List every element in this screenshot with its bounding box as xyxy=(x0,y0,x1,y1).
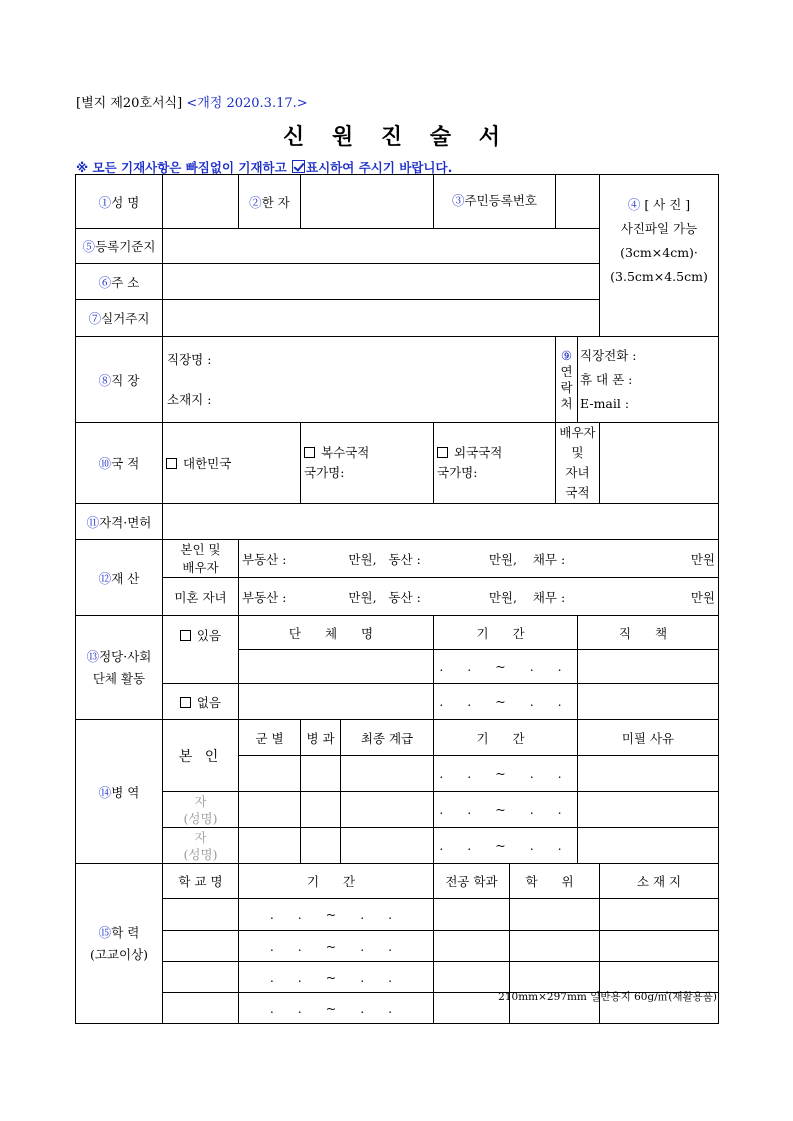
address-field[interactable] xyxy=(163,264,600,300)
party-col-org: 단 체 명 xyxy=(239,616,434,650)
mil-branch-cell[interactable] xyxy=(239,828,301,864)
contact-label: ⑨ 연 락 처 xyxy=(556,337,578,423)
rrn-label: ③주민등록번호 xyxy=(434,175,556,229)
party-period-cell[interactable]: . . ~ . . xyxy=(434,684,578,720)
edu-major-cell[interactable] xyxy=(434,899,510,931)
party-role-cell[interactable] xyxy=(578,650,719,684)
dual-option[interactable]: 복수국적 국가명: xyxy=(301,423,434,504)
license-label: ⑪자격·면허 xyxy=(76,504,163,540)
military-son-label: 자 (성명) xyxy=(163,828,239,864)
mil-period-cell[interactable]: . . ~ . . xyxy=(434,792,578,828)
checkbox-icon[interactable] xyxy=(166,458,177,469)
hanja-label: ②한 자 xyxy=(239,175,301,229)
checkbox-icon[interactable] xyxy=(437,447,448,458)
party-org-cell[interactable] xyxy=(239,684,434,720)
hanja-field[interactable] xyxy=(301,175,434,229)
korea-option[interactable]: 대한민국 xyxy=(163,423,301,504)
mil-rank-cell[interactable] xyxy=(341,828,434,864)
checkbox-icon[interactable] xyxy=(180,697,191,708)
notice-prefix: ※ 모든 기재사항은 빠짐없이 기재하고 xyxy=(76,160,287,175)
email-label: E-mail : xyxy=(580,395,630,411)
party-yes-option[interactable]: 있음 xyxy=(163,616,239,684)
checkbox-icon[interactable] xyxy=(304,447,315,458)
name-field[interactable] xyxy=(163,175,239,229)
edu-col-degree: 학 위 xyxy=(510,864,600,899)
edu-col-period: 기 간 xyxy=(239,864,434,899)
workplace-field[interactable] xyxy=(163,337,556,423)
edu-period-cell[interactable]: . . ~ . . xyxy=(239,899,434,931)
work-phone-label: 직장전화 : xyxy=(580,347,637,363)
mil-type-cell[interactable] xyxy=(301,828,341,864)
company-location-label: 소재지 : xyxy=(167,391,212,407)
paper-spec-footer: 210mm×297mm 일반용지 60g/㎡(재활용품) xyxy=(498,991,717,1003)
reg-addr-field[interactable] xyxy=(163,229,600,264)
spouse-nationality-field[interactable] xyxy=(600,423,719,504)
checkbox-checked-icon xyxy=(292,160,305,173)
self-spouse-label: 본인 및 배우자 xyxy=(163,540,239,578)
foreign-option[interactable]: 외국국적 국가명: xyxy=(434,423,556,504)
form-header xyxy=(76,92,308,111)
workplace-label: ⑧직 장 xyxy=(76,337,163,423)
mil-type-cell[interactable] xyxy=(301,792,341,828)
edu-col-major: 전공 학과 xyxy=(434,864,510,899)
party-no-option[interactable]: 없음 xyxy=(163,684,239,720)
photo-box[interactable]: ④ [ 사 진 ] 사진파일 가능 (3cm×4cm)· (3.5cm×4.5cm) xyxy=(600,175,719,337)
mil-branch-cell[interactable] xyxy=(239,756,301,792)
company-name-label: 직장명 : xyxy=(167,351,212,367)
education-label: ⑮학 력 (고교이상) xyxy=(76,864,163,1024)
party-label: ⑬정당·사회 단체 활동 xyxy=(76,616,163,720)
mobile-label: 휴 대 폰 : xyxy=(580,371,633,387)
party-org-cell[interactable] xyxy=(239,650,434,684)
party-role-cell[interactable] xyxy=(578,684,719,720)
mil-col-type: 병 과 xyxy=(301,720,341,756)
name-label: ①성 명 xyxy=(76,175,163,229)
rrn-field[interactable] xyxy=(556,175,600,229)
edu-school-cell[interactable] xyxy=(163,931,239,962)
military-label: ⑭병 역 xyxy=(76,720,163,864)
residence-field[interactable] xyxy=(163,300,600,337)
edu-major-cell[interactable] xyxy=(434,962,510,993)
assets-label: ⑫재 산 xyxy=(76,540,163,616)
self-assets-field[interactable]: 부동산 : 만원, 동산 : 만원, 채무 : 만원 xyxy=(239,540,719,578)
edu-major-cell[interactable] xyxy=(434,931,510,962)
mil-col-period: 기 간 xyxy=(434,720,578,756)
mil-rank-cell[interactable] xyxy=(341,792,434,828)
edu-location-cell[interactable] xyxy=(600,899,719,931)
contact-field[interactable] xyxy=(578,337,719,423)
children-label: 미혼 자녀 xyxy=(163,578,239,616)
checkbox-icon[interactable] xyxy=(180,630,191,641)
edu-period-cell[interactable]: . . ~ . . xyxy=(239,993,434,1024)
military-self-label: 본 인 xyxy=(163,720,239,792)
address-label: ⑥주 소 xyxy=(76,264,163,300)
photo-label: [ 사 진 ] xyxy=(644,197,691,212)
edu-school-cell[interactable] xyxy=(163,993,239,1024)
mil-period-cell[interactable]: . . ~ . . xyxy=(434,828,578,864)
party-col-role: 직 책 xyxy=(578,616,719,650)
form-number: [별지 제20호서식] xyxy=(76,96,183,111)
page-title: 신 원 진 술 서 xyxy=(283,125,510,150)
edu-school-cell[interactable] xyxy=(163,899,239,931)
residence-label: ⑦실거주지 xyxy=(76,300,163,337)
children-assets-field[interactable]: 부동산 : 만원, 동산 : 만원, 채무 : 만원 xyxy=(239,578,719,616)
edu-location-cell[interactable] xyxy=(600,931,719,962)
mil-reason-cell[interactable] xyxy=(578,756,719,792)
mil-rank-cell[interactable] xyxy=(341,756,434,792)
reg-addr-label: ⑤등록기준지 xyxy=(76,229,163,264)
edu-degree-cell[interactable] xyxy=(510,931,600,962)
party-col-period: 기 간 xyxy=(434,616,578,650)
military-son-label: 자 (성명) xyxy=(163,792,239,828)
mil-period-cell[interactable]: . . ~ . . xyxy=(434,756,578,792)
mil-col-branch: 군 별 xyxy=(239,720,301,756)
mil-col-rank: 최종 계급 xyxy=(341,720,434,756)
edu-period-cell[interactable]: . . ~ . . xyxy=(239,962,434,993)
notice-suffix: 표시하여 주시기 바랍니다. xyxy=(306,160,453,175)
application-form xyxy=(75,174,719,1024)
license-field[interactable] xyxy=(163,504,719,540)
mil-branch-cell[interactable] xyxy=(239,792,301,828)
edu-school-cell[interactable] xyxy=(163,962,239,993)
edu-col-school: 학 교 명 xyxy=(163,864,239,899)
mil-type-cell[interactable] xyxy=(301,756,341,792)
mil-reason-cell[interactable] xyxy=(578,828,719,864)
edu-degree-cell[interactable] xyxy=(510,899,600,931)
edu-col-location: 소 재 지 xyxy=(600,864,719,899)
edu-location-cell[interactable] xyxy=(600,962,719,993)
mil-reason-cell[interactable] xyxy=(578,792,719,828)
mil-col-reason: 미필 사유 xyxy=(578,720,719,756)
nationality-label: ⑩국 적 xyxy=(76,423,163,504)
revision-date: <개정 2020.3.17.> xyxy=(186,96,308,111)
edu-degree-cell[interactable] xyxy=(510,962,600,993)
party-period-cell[interactable]: . . ~ . . xyxy=(434,650,578,684)
edu-period-cell[interactable]: . . ~ . . xyxy=(239,931,434,962)
spouse-nationality-label: 배우자 및 자녀 국적 xyxy=(556,423,600,504)
